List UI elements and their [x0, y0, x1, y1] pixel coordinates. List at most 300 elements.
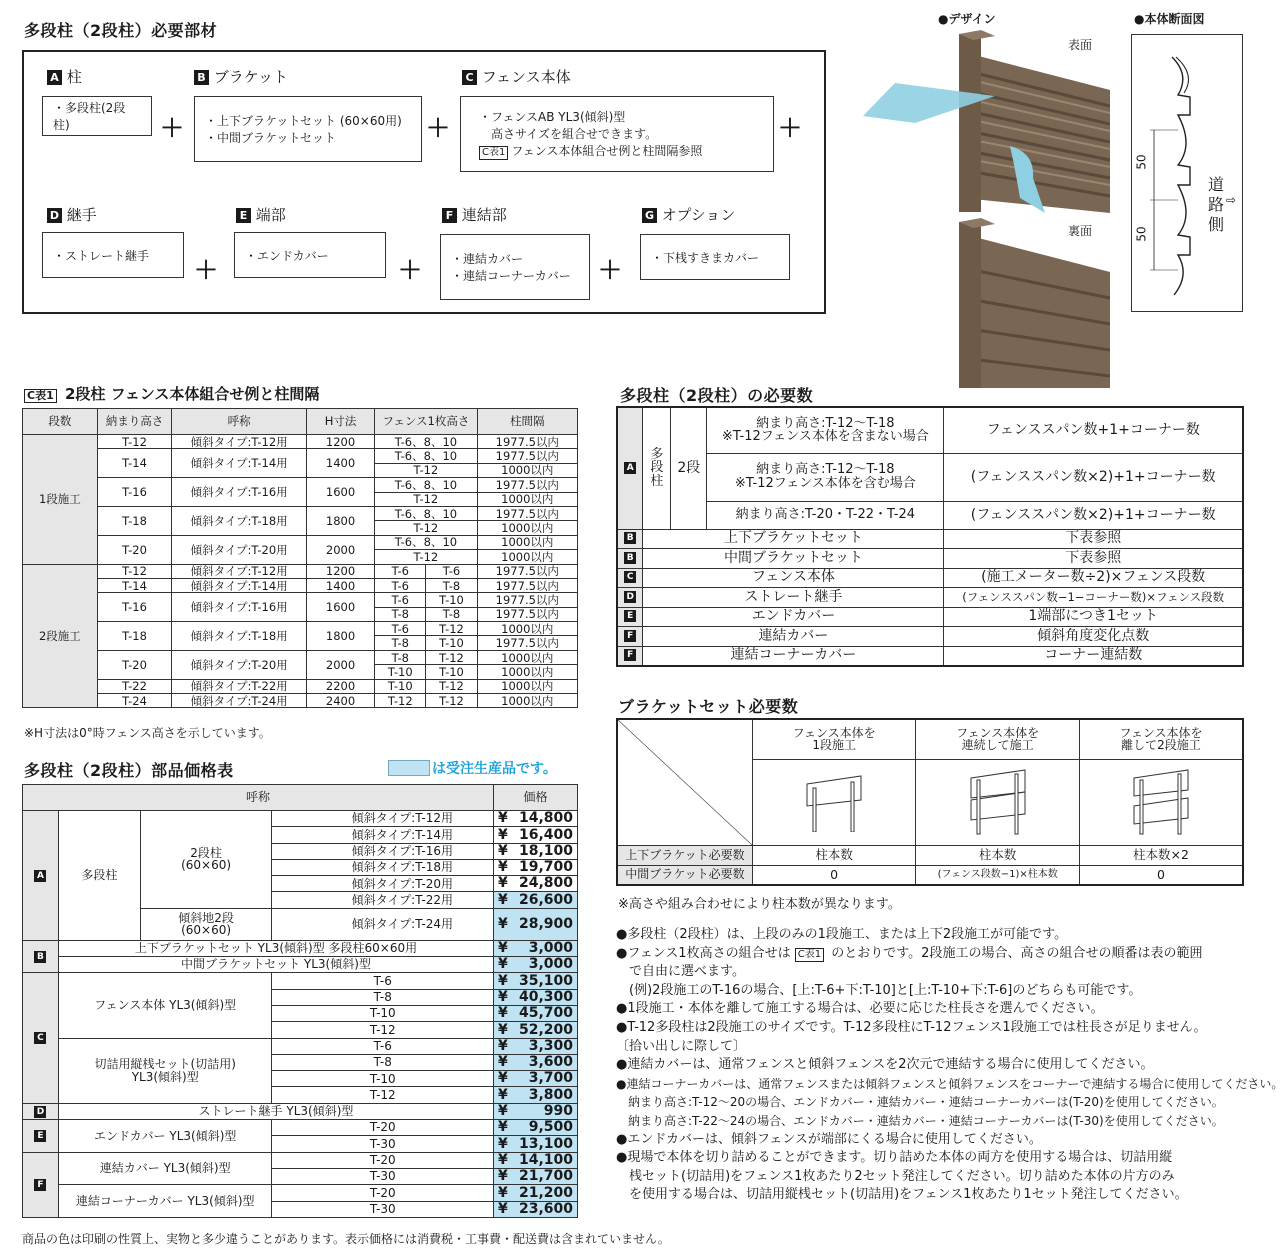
- table-cell: 2000: [306, 535, 374, 564]
- design-heading: ●デザイン: [938, 12, 996, 26]
- table-cell: 1200: [306, 435, 374, 449]
- letter-badge: B: [624, 532, 636, 544]
- table-header: 価格: [494, 785, 578, 811]
- table-row: [23, 811, 578, 827]
- table-c1: [22, 408, 578, 708]
- note-line: ●現場で本体を切り詰めることができます。切り詰めた本体の両方を使用する場合は、切詰用縦: [616, 1150, 1173, 1166]
- table-cell: フェンス本体: [643, 568, 944, 588]
- table-cell: 傾斜タイプ:T-18用: [272, 859, 494, 875]
- letter-cell: [23, 1103, 59, 1119]
- table-row: [617, 646, 1243, 666]
- price-cell: ¥ 23,600: [494, 1201, 578, 1217]
- table-cell: 1000以内: [477, 492, 577, 506]
- table-row: [23, 650, 578, 664]
- table-cell: T-16: [97, 478, 172, 507]
- table-header: 納まり高さ: [97, 409, 172, 435]
- table-row: [23, 694, 578, 708]
- table-cell: T-14: [97, 449, 172, 478]
- table-cell: 1600: [306, 478, 374, 507]
- table-cell: (フェンススパン数×2)+1+コーナー数: [944, 453, 1243, 501]
- table-cell: 傾斜タイプ:T-24用: [172, 694, 306, 708]
- arrow-right-icon: ⇨: [1226, 193, 1237, 207]
- table-cell: 上下ブラケットセット YL3(傾斜)型 多段柱60×60用: [58, 940, 493, 956]
- note-line: ●連結カバーは、通常フェンスと傾斜フェンスを2次元で連結する場合に使用してください。: [616, 1057, 1154, 1073]
- price-cell: ¥ 14,100: [494, 1152, 578, 1168]
- table-header: 呼称: [23, 785, 494, 811]
- table-cell: (施工メーター数÷2)×フェンス段数: [944, 568, 1243, 588]
- note-line: で自由に選べます。: [616, 964, 745, 980]
- price-cell: ¥ 16,400: [494, 827, 578, 843]
- plus-icon: ＋: [598, 256, 622, 284]
- letter-badge: A: [34, 870, 46, 882]
- table-cell: 傾斜タイプ:T-14用: [172, 578, 306, 592]
- table-header: 呼称: [172, 409, 306, 435]
- part-b-heading: B ブラケット: [194, 66, 288, 87]
- table-cell: T-10: [272, 1005, 494, 1021]
- price-cell: ¥ 9,500: [494, 1120, 578, 1136]
- table-cell: 1000以内: [477, 679, 577, 693]
- table-cell: T-12: [97, 564, 172, 578]
- table-cell: 傾斜タイプ:T-22用: [172, 679, 306, 693]
- table-cell: 傾斜タイプ:T-22用: [272, 892, 494, 908]
- table-row: [617, 529, 1243, 549]
- table-cell: T-10: [426, 636, 477, 650]
- price-cell: ¥ 40,300: [494, 989, 578, 1005]
- table-cell: 連結カバー: [643, 627, 944, 647]
- part-g-box: ・下桟すきまカバー: [640, 234, 790, 280]
- price-cell: ¥ 3,000: [494, 957, 578, 973]
- table-row: [617, 407, 1243, 453]
- part-f-box: ・連結カバー ・連結コーナーカバー: [440, 234, 590, 300]
- table-cell: 傾斜タイプ:T-14用: [172, 449, 306, 478]
- table-cell: T-12: [272, 1022, 494, 1038]
- price-cell: ¥ 3,600: [494, 1054, 578, 1070]
- price-cell: ¥ 26,600: [494, 892, 578, 908]
- price-cell: ¥ 21,700: [494, 1168, 578, 1184]
- table-header: フェンス本体を 1段施工: [752, 719, 916, 759]
- note-line: 〔拾い出しに際して〕: [616, 1038, 747, 1054]
- table-cell: 中間ブラケットセット: [643, 549, 944, 569]
- table-row: [23, 535, 578, 549]
- table-ref-tag: C表1: [795, 948, 824, 962]
- table-cell: T-10: [375, 665, 426, 679]
- part-e-heading: E 端部: [236, 204, 286, 225]
- group-label: 多 段 柱: [643, 407, 671, 529]
- letter-cell: [23, 1152, 59, 1217]
- table-row: [23, 506, 578, 520]
- table-cell: T-12: [375, 521, 477, 535]
- table-cell: 0: [752, 865, 916, 885]
- letter-badge: F: [624, 649, 636, 661]
- table-cell: 2200: [306, 679, 374, 693]
- plus-icon: ＋: [160, 114, 184, 142]
- letter-badge: E: [34, 1130, 46, 1142]
- plus-icon: ＋: [426, 114, 450, 142]
- table-cell: 1977.5以内: [477, 564, 577, 578]
- table-cell: 柱本数: [916, 845, 1080, 865]
- price-cell: ¥ 21,200: [494, 1185, 578, 1201]
- table-cell: 1000以内: [477, 521, 577, 535]
- dim-label: 50: [1134, 154, 1149, 170]
- table-cell: 傾斜タイプ:T-16用: [272, 843, 494, 859]
- table-row: [23, 1038, 578, 1054]
- table-cell: 下表参照: [944, 549, 1243, 569]
- bracket-note: ※高さや組み合わせにより柱本数が異なります。: [618, 897, 901, 912]
- table-row: [23, 564, 578, 578]
- price-cell: ¥ 14,800: [494, 811, 578, 827]
- price-cell: ¥ 45,700: [494, 1005, 578, 1021]
- part-a-box: ・多段柱(2段柱): [42, 96, 152, 136]
- table-cell: T-30: [272, 1168, 494, 1184]
- letter-cell: [617, 588, 643, 608]
- group-label: エンドカバー YL3(傾斜)型: [58, 1120, 272, 1153]
- table-cell: T-14: [97, 578, 172, 592]
- table-cell: T-8: [375, 636, 426, 650]
- table-row: [23, 973, 578, 989]
- letter-badge: F: [624, 630, 636, 642]
- table-cell: 1端部につき1セット: [944, 607, 1243, 627]
- price-cell: ¥ 3,300: [494, 1038, 578, 1054]
- legend-swatch: [388, 760, 430, 776]
- table-cell: 傾斜タイプ:T-12用: [172, 435, 306, 449]
- section-diagram: [1131, 34, 1243, 312]
- diagram-cell: [1079, 759, 1243, 845]
- note-line: 納まり高さ:T-22〜24の場合、エンドカバー・連結カバー・連結コーナーカバーは(T-30)を使用してください。: [616, 1113, 1224, 1128]
- table-cell: T-30: [272, 1201, 494, 1217]
- section-heading: ●本体断面図: [1134, 12, 1205, 26]
- plus-icon: ＋: [194, 256, 218, 284]
- price-table: [22, 784, 578, 1218]
- table-cell: T-10: [426, 593, 477, 607]
- price-cell: ¥ 3,800: [494, 1087, 578, 1103]
- table-cell: ストレート継手 YL3(傾斜)型: [58, 1103, 493, 1119]
- table-row: [23, 679, 578, 693]
- table-cell: T-8: [272, 1054, 494, 1070]
- table-cell: T-12: [97, 435, 172, 449]
- table-cell: 傾斜タイプ:T-20用: [272, 876, 494, 892]
- notes-block: [616, 926, 1284, 1205]
- table-row: [23, 435, 578, 449]
- table-cell: T-6、8、10: [375, 535, 477, 549]
- table-cell: T-6: [272, 973, 494, 989]
- table-cell: 柱本数×2: [1079, 845, 1243, 865]
- table-row: [23, 957, 578, 973]
- table-cell: 1000以内: [477, 694, 577, 708]
- letter-cell: [617, 529, 643, 549]
- letter-badge: F: [34, 1179, 46, 1191]
- table-row: [23, 1103, 578, 1119]
- group-label: 1段施工: [23, 435, 98, 565]
- table-cell: 1400: [306, 578, 374, 592]
- note-line: ●連結コーナーカバーは、通常フェンスまたは傾斜フェンスと傾斜フェンスをコーナーで連結する場合に使用してください。: [616, 1076, 1284, 1091]
- table-cell: T-6、8、10: [375, 506, 477, 520]
- group-label: 連結コーナーカバー YL3(傾斜)型: [58, 1185, 272, 1218]
- table-cell: 1977.5以内: [477, 435, 577, 449]
- table-c1-note: ※H寸法は0°時フェンス高さを示しています。: [24, 726, 271, 740]
- table-c1-title: C表1 2段柱 フェンス本体組合せ例と柱間隔: [24, 383, 319, 404]
- table-cell: T-6、8、10: [375, 478, 477, 492]
- table-row: [23, 1152, 578, 1168]
- parts-panel: [22, 50, 826, 314]
- table-cell: 1977.5以内: [477, 636, 577, 650]
- table-cell: T-12: [426, 650, 477, 664]
- row-label: 中間ブラケット必要数: [617, 865, 752, 885]
- price-cell: ¥ 19,700: [494, 859, 578, 875]
- part-d-heading: D 継手: [47, 204, 97, 225]
- table-cell: エンドカバー: [643, 607, 944, 627]
- table-header: フェンス1枚高さ: [375, 409, 477, 435]
- price-cell: ¥ 3,000: [494, 940, 578, 956]
- table-cell: 傾斜タイプ:T-24用: [272, 908, 494, 940]
- table-cell: ストレート継手: [643, 588, 944, 608]
- table-cell: 1000以内: [477, 463, 577, 477]
- letter-cell: [23, 811, 59, 941]
- table-cell: T-30: [272, 1136, 494, 1152]
- note-line: ●フェンス1枚高さの組合せは C表1 のとおりです。2段施工の場合、高さの組合せの順番は表の範囲: [616, 945, 1203, 961]
- table-row: [617, 627, 1243, 647]
- letter-badge: C: [624, 571, 636, 583]
- table-cell: 1000以内: [477, 650, 577, 664]
- continuous-diagram: [963, 766, 1033, 836]
- table-cell: 1977.5以内: [477, 478, 577, 492]
- table-cell: 中間ブラケットセット YL3(傾斜)型: [58, 957, 493, 973]
- letter-cell: [617, 549, 643, 569]
- one-tier-diagram: [799, 770, 869, 832]
- table-cell: 1800: [306, 622, 374, 651]
- table-cell: T-8: [426, 578, 477, 592]
- part-e-box: ・エンドカバー: [234, 232, 386, 278]
- table-cell: T-12: [375, 694, 426, 708]
- letter-badge: B: [624, 552, 636, 564]
- table-cell: T-12: [375, 463, 477, 477]
- group-label: 傾斜地2段 (60×60): [140, 908, 272, 940]
- diagram-cell: [916, 759, 1080, 845]
- table-cell: 1977.5以内: [477, 593, 577, 607]
- letter-cell: [617, 568, 643, 588]
- legend-text: は受注生産品です。: [432, 761, 557, 777]
- dim-label: 50: [1134, 226, 1149, 242]
- table-cell: 1000以内: [477, 665, 577, 679]
- table-row: [617, 453, 1243, 501]
- note-line: を使用する場合は、切詰用縦桟セット(切詰用)をフェンス1枚あたり1セット発注してください。: [616, 1187, 1188, 1203]
- table-cell: 2000: [306, 650, 374, 679]
- letter-cell: [23, 973, 59, 1103]
- table-cell: 1000以内: [477, 550, 577, 564]
- table-cell: T-12: [426, 694, 477, 708]
- table-cell: (フェンス段数−1)×柱本数: [916, 865, 1080, 885]
- letter-badge: B: [34, 951, 46, 963]
- letter-cell: [23, 940, 59, 973]
- table-cell: (フェンススパン数×2)+1+コーナー数: [944, 501, 1243, 529]
- group-label: 連結カバー YL3(傾斜)型: [58, 1152, 272, 1185]
- table-row: [23, 940, 578, 956]
- table-cell: T-20: [97, 650, 172, 679]
- table-cell: 柱本数: [752, 845, 916, 865]
- table-row: [23, 622, 578, 636]
- table-cell: 1000以内: [477, 535, 577, 549]
- price-cell: ¥ 24,800: [494, 876, 578, 892]
- note-line: ●T-12多段柱は2段施工のサイズです。T-12多段柱にT-12フェンス1段施工では柱長さが足りません。: [616, 1019, 1207, 1035]
- price-cell: ¥ 990: [494, 1103, 578, 1119]
- table-cell: 傾斜角度変化点数: [944, 627, 1243, 647]
- price-cell: ¥ 13,100: [494, 1136, 578, 1152]
- table-header: 段数: [23, 409, 98, 435]
- note-line: ●1段施工・本体を離して施工する場合は、必要に応じた柱長さを選んでください。: [616, 1001, 1104, 1017]
- table-cell: T-24: [97, 694, 172, 708]
- letter-cell: [617, 646, 643, 666]
- table-cell: 納まり高さ:T-20・T-22・T-24: [707, 501, 944, 529]
- table-cell: (フェンススパン数−1−コーナー数)×フェンス段数: [944, 588, 1243, 608]
- group-label: 切詰用縦桟セット(切詰用) YL3(傾斜)型: [58, 1038, 272, 1103]
- table-cell: T-18: [97, 506, 172, 535]
- letter-badge: C: [34, 1032, 46, 1044]
- table-cell: 1400: [306, 449, 374, 478]
- letter-badge: D: [34, 1106, 46, 1118]
- table-cell: 1977.5以内: [477, 506, 577, 520]
- part-b-box: ・上下ブラケットセット (60×60用) ・中間ブラケットセット: [194, 96, 422, 162]
- row-label: 上下ブラケット必要数: [617, 845, 752, 865]
- price-cell: ¥ 3,700: [494, 1071, 578, 1087]
- table-cell: T-6: [375, 578, 426, 592]
- table-cell: 0: [1079, 865, 1243, 885]
- table-cell: 傾斜タイプ:T-18用: [172, 622, 306, 651]
- table-cell: 上下ブラケットセット: [643, 529, 944, 549]
- letter-badge: E: [624, 610, 636, 622]
- table-row: [617, 607, 1243, 627]
- bracket-title: ブラケットセット必要数: [618, 697, 799, 716]
- group-label: 2段柱 (60×60): [140, 811, 272, 909]
- table-header: フェンス本体を 連続して施工: [916, 719, 1080, 759]
- table-row: [23, 1185, 578, 1201]
- table-cell: 2400: [306, 694, 374, 708]
- part-g-heading: G オプション: [642, 204, 735, 225]
- table-cell: 傾斜タイプ:T-12用: [272, 811, 494, 827]
- table-cell: T-18: [97, 622, 172, 651]
- table-cell: T-20: [97, 535, 172, 564]
- table-cell: T-8: [375, 607, 426, 621]
- part-c-box: ・フェンスAB YL3(傾斜)型 高さサイズを組合せできます。 C表1 フェンス本体組合せ例と柱間隔参照: [460, 96, 774, 172]
- letter-cell: [617, 407, 643, 529]
- table-cell: T-10: [272, 1071, 494, 1087]
- table-cell: 1977.5以内: [477, 578, 577, 592]
- group-label: 多段柱: [58, 811, 140, 941]
- table-cell: T-10: [375, 679, 426, 693]
- table-cell: 傾斜タイプ:T-20用: [172, 650, 306, 679]
- table-row: [617, 549, 1243, 569]
- plus-icon: ＋: [398, 256, 422, 284]
- table-cell: 1600: [306, 593, 374, 622]
- table-row: [23, 593, 578, 607]
- note-line: (例)2段施工のT-16の場合、[上:T-6+下:T-10]と[上:T-10+下:T-6]のどちらも可能です。: [616, 982, 1142, 998]
- table-cell: T-12: [375, 550, 477, 564]
- table-cell: 傾斜タイプ:T-14用: [272, 827, 494, 843]
- table-row: [617, 501, 1243, 529]
- table-row: [23, 478, 578, 492]
- table-cell: T-12: [426, 679, 477, 693]
- table-cell: 連結コーナーカバー: [643, 646, 944, 666]
- fence-design-image: [855, 28, 1110, 388]
- table-cell: 傾斜タイプ:T-20用: [172, 535, 306, 564]
- table-cell: 1800: [306, 506, 374, 535]
- table-cell: T-8: [272, 989, 494, 1005]
- table-cell: T-20: [272, 1185, 494, 1201]
- table-row: [23, 449, 578, 463]
- table-cell: T-16: [97, 593, 172, 622]
- table-row: [617, 568, 1243, 588]
- part-d-box: ・ストレート継手: [42, 232, 184, 278]
- letter-badge: A: [624, 462, 636, 474]
- letter-badge: D: [624, 591, 636, 603]
- part-a-heading: A 柱: [47, 66, 82, 87]
- table-cell: 傾斜タイプ:T-12用: [172, 564, 306, 578]
- table-cell: T-12: [375, 492, 477, 506]
- table-row: [617, 865, 1243, 885]
- table-cell: T-22: [97, 679, 172, 693]
- price-cell: ¥ 35,100: [494, 973, 578, 989]
- note-line: 桟セット(切詰用)をフェンス1枚あたり2セット発注してください。切り詰めた本体の片方のみ: [616, 1168, 1175, 1184]
- table-cell: T-6: [375, 564, 426, 578]
- part-c-heading: C フェンス本体: [462, 66, 571, 87]
- table-row: [23, 578, 578, 592]
- table-cell: T-20: [272, 1152, 494, 1168]
- req-table: [616, 406, 1244, 667]
- note-line: ●多段柱（2段柱）は、上段のみの1段施工、または上下2段施工が可能です。: [616, 927, 1068, 942]
- front-label: 表面: [1068, 38, 1093, 52]
- letter-cell: [617, 627, 643, 647]
- price-cell: ¥ 18,100: [494, 843, 578, 859]
- table-cell: 1200: [306, 564, 374, 578]
- page-title: 多段柱（2段柱）必要部材: [24, 21, 218, 40]
- footer-note: 商品の色は印刷の性質上、実物と多少違うことがあります。表示価格には消費税・工事費・配送費は含まれていません。: [22, 1232, 670, 1246]
- plus-icon: ＋: [778, 114, 802, 142]
- table-cell: T-6: [426, 564, 477, 578]
- table-cell: 1977.5以内: [477, 607, 577, 621]
- diagram-cell: [752, 759, 916, 845]
- note-line: ●エンドカバーは、傾斜フェンスが端部にくる場合に使用してください。: [616, 1131, 1042, 1147]
- table-cell: T-6: [375, 622, 426, 636]
- letter-cell: [23, 1120, 59, 1153]
- table-row: [617, 588, 1243, 608]
- table-cell: T-20: [272, 1120, 494, 1136]
- table-cell: T-6、8、10: [375, 449, 477, 463]
- group-label: 2段: [671, 407, 707, 529]
- table-cell: T-10: [426, 665, 477, 679]
- back-label: 裏面: [1068, 224, 1093, 238]
- table-cell: コーナー連結数: [944, 646, 1243, 666]
- table-cell: T-6: [272, 1038, 494, 1054]
- bracket-table: [616, 718, 1244, 886]
- table-cell: 1000以内: [477, 622, 577, 636]
- table-cell: 納まり高さ:T-12〜T-18 ※T-12フェンス本体を含まない場合: [707, 407, 944, 453]
- letter-cell: [617, 607, 643, 627]
- table-cell: 傾斜タイプ:T-16用: [172, 478, 306, 507]
- table-cell: 下表参照: [944, 529, 1243, 549]
- table-cell: T-12: [426, 622, 477, 636]
- table-cell: T-12: [272, 1087, 494, 1103]
- table-cell: T-8: [426, 607, 477, 621]
- table-cell: 1977.5以内: [477, 449, 577, 463]
- price-title: 多段柱（2段柱）部品価格表: [24, 761, 234, 780]
- note-line: 納まり高さ:T-12〜20の場合、エンドカバー・連結カバー・連結コーナーカバーは(T-20)を使用してください。: [616, 1095, 1224, 1110]
- table-header: H寸法: [306, 409, 374, 435]
- table-cell: 納まり高さ:T-12〜T-18 ※T-12フェンス本体を含む場合: [707, 453, 944, 501]
- part-f-heading: F 連結部: [442, 204, 507, 225]
- table-cell: T-8: [375, 650, 426, 664]
- table-header: フェンス本体を 離して2段施工: [1079, 719, 1243, 759]
- table-cell: T-6、8、10: [375, 435, 477, 449]
- table-cell: 傾斜タイプ:T-18用: [172, 506, 306, 535]
- table-cell: フェンススパン数+1+コーナー数: [944, 407, 1243, 453]
